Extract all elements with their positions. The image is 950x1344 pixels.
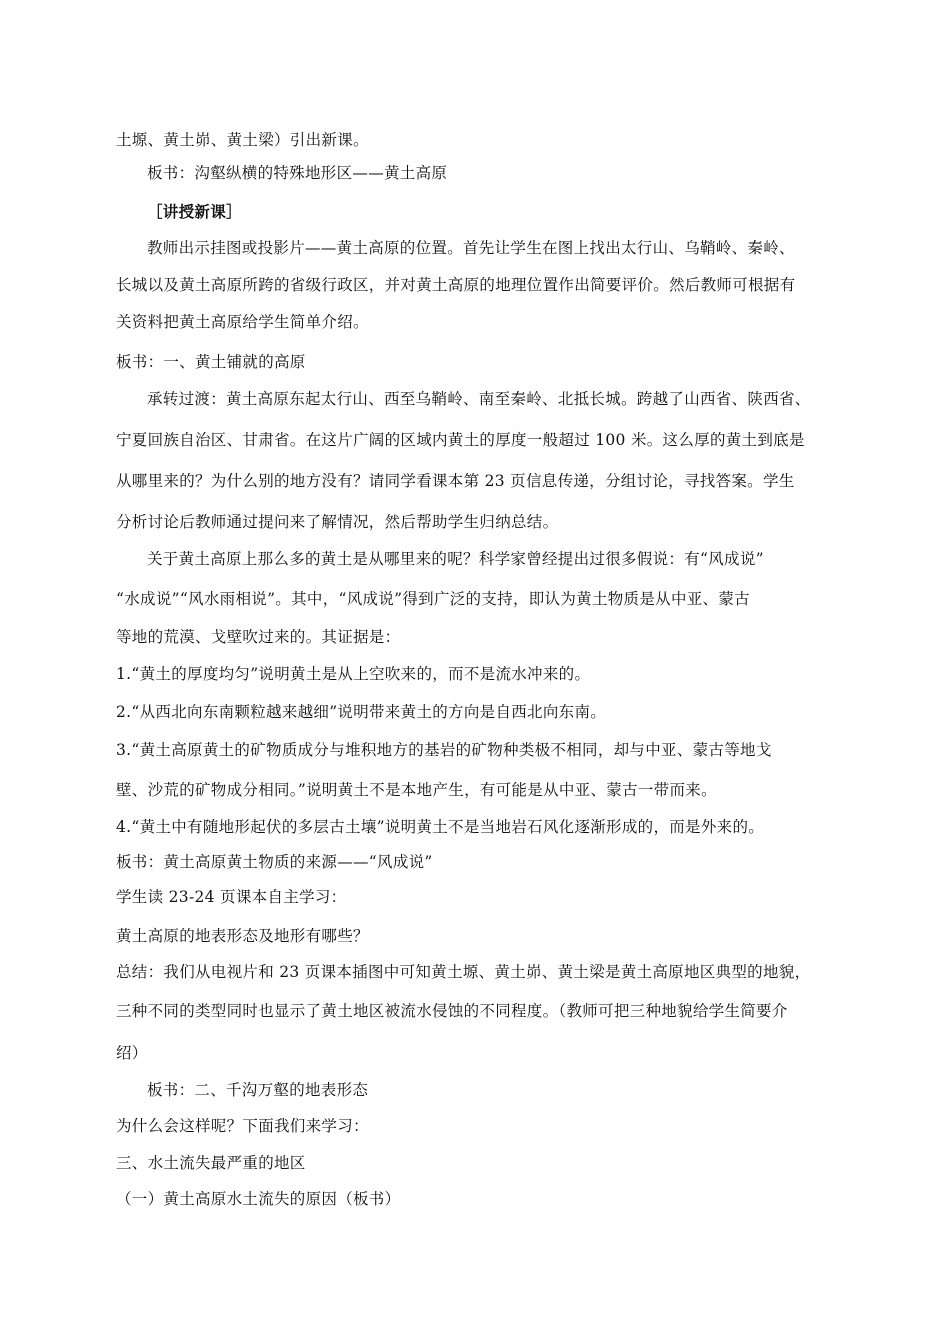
text-line: 为什么会这样呢？下面我们来学习： — [116, 1117, 369, 1135]
text-line: 教师出示挂图或投影片——黄土高原的位置。首先让学生在图上找出太行山、乌鞘岭、秦岭、 — [147, 239, 795, 257]
text-line: 黄土高原的地表形态及地形有哪些？ — [116, 927, 369, 945]
blackboard-heading: 板书：二、千沟万壑的地表形态 — [147, 1081, 369, 1099]
text-line: 学生读 23-24 页课本自主学习： — [116, 888, 347, 906]
list-item: 4.“黄土中有随地形起伏的多层古土壤”说明黄土不是当地岩石风化逐渐形成的，而是外来的。 — [116, 818, 765, 836]
blackboard-heading: 板书：黄土高原黄土物质的来源——“风成说” — [116, 853, 433, 871]
blackboard-title: 板书：沟壑纵横的特殊地形区——黄土高原 — [147, 164, 448, 182]
text-line: 承转过渡：黄土高原东起太行山、西至乌鞘岭、南至秦岭、北抵长城。跨越了山西省、陕西省、 — [147, 390, 811, 408]
section-heading: ［讲授新课］ — [147, 202, 242, 221]
section-heading: 三、水土流失最严重的地区 — [116, 1154, 306, 1172]
text-line: 宁夏回族自治区、甘肃省。在这片广阔的区域内黄土的厚度一般超过 100 米。这么厚的黄土到底是 — [116, 431, 805, 449]
text-line: “水成说”“风水雨相说”。其中，“风成说”得到广泛的支持，即认为黄土物质是从中亚、蒙古 — [116, 590, 750, 608]
text-line: 三种不同的类型同时也显示了黄土地区被流水侵蚀的不同程度。（教师可把三种地貌给学生简要介 — [116, 1002, 788, 1020]
text-line: 总结：我们从电视片和 23 页课本插图中可知黄土塬、黄土峁、黄土梁是黄土高原地区典型的地貌， — [116, 963, 811, 981]
blackboard-heading: 板书：一、黄土铺就的高原 — [116, 353, 306, 371]
text-line: 关于黄土高原上那么多的黄土是从哪里来的呢？科学家曾经提出过很多假说：有“风成说” — [147, 550, 764, 568]
list-item: 3.“黄土高原黄土的矿物质成分与堆积地方的基岩的矿物种类极不相同，却与中亚、蒙古等地戈 — [116, 741, 772, 759]
text-line: 绍） — [116, 1044, 148, 1062]
subsection-heading: （一）黄土高原水土流失的原因（板书） — [116, 1190, 401, 1208]
text-line: 从哪里来的？为什么别的地方没有？请同学看课本第 23 页信息传递，分组讨论，寻找答案。学生 — [116, 472, 795, 490]
text-line: 分析讨论后教师通过提问来了解情况，然后帮助学生归纳总结。 — [116, 513, 559, 531]
text-line: 壁、沙荒的矿物成分相同。”说明黄土不是本地产生，有可能是从中亚、蒙古一带而来。 — [116, 781, 717, 799]
text-line: 关资料把黄土高原给学生简单介绍。 — [116, 313, 369, 331]
list-item: 2.“从西北向东南颗粒越来越细”说明带来黄土的方向是自西北向东南。 — [116, 703, 607, 721]
text-line: 等地的荒漠、戈壁吹过来的。其证据是： — [116, 628, 401, 646]
text-line: 土塬、黄土峁、黄土梁）引出新课。 — [116, 131, 369, 149]
list-item: 1.“黄土的厚度均匀”说明黄土是从上空吹来的，而不是流水冲来的。 — [116, 665, 591, 683]
text-line: 长城以及黄土高原所跨的省级行政区，并对黄土高原的地理位置作出简要评价。然后教师可根据有 — [116, 276, 796, 294]
